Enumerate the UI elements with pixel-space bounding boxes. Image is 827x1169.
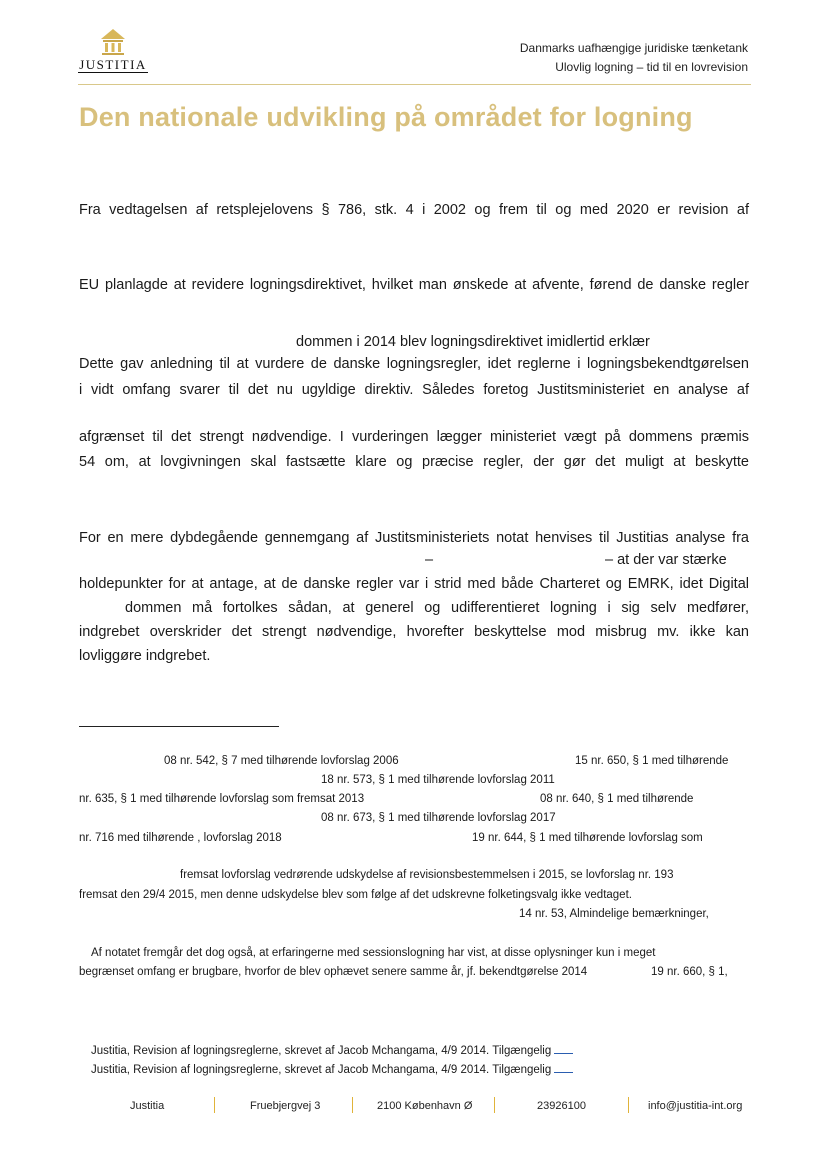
body-line: dommen må fortolkes sådan, at generel og udifferentieret logning i sig selv medfører, [125, 600, 749, 616]
footer-email[interactable]: info@justitia-int.org [648, 1100, 743, 1112]
footnote-link[interactable] [554, 1062, 573, 1073]
footnote-reference [91, 1062, 573, 1076]
footnote-text: 15 nr. 650, § 1 med tilhørende [575, 755, 729, 767]
footnote-text: 08 nr. 542, § 7 med tilhørende lovforslag 2006 [164, 755, 399, 767]
footnote-text: 19 nr. 644, § 1 med tilhørende lovforslag som [472, 832, 703, 844]
body-line: dommen i 2014 blev logningsdirektivet imidlertid erklær [296, 334, 650, 350]
footnote-divider [79, 726, 279, 727]
body-line: – at der var stærke [605, 552, 727, 568]
footnote-reference-text: Justitia, Revision af logningsreglerne, skrevet af Jacob Mchangama, 4/9 2014. Tilgængelig [91, 1045, 552, 1057]
justitia-logo [78, 28, 150, 78]
footer-separator [628, 1097, 629, 1113]
page-title: Den nationale udvikling på området for logning [79, 102, 693, 132]
header-divider [78, 84, 751, 85]
footnote-text: 14 nr. 53, Almindelige bemærkninger, [519, 908, 709, 920]
body-line: indgrebet overskrider det strengt nødvendige, hvorefter beskyttelse mod misbrug mv. ikke kan [79, 624, 749, 640]
logo-underline [78, 72, 148, 73]
body-line: Fra vedtagelsen af retsplejelovens § 786, stk. 4 i 2002 og frem til og med 2020 er revision af [79, 202, 749, 218]
footer-street: Fruebjergvej 3 [250, 1100, 321, 1112]
pillar-logo-icon [98, 28, 128, 56]
footnote-reference-text: Justitia, Revision af logningsreglerne, skrevet af Jacob Mchangama, 4/9 2014. Tilgængelig [91, 1064, 552, 1076]
footnote-text: 19 nr. 660, § 1, [651, 966, 728, 978]
footer-separator [214, 1097, 215, 1113]
footnote-text: fremsat lovforslag vedrørende udskydelse af revisionsbestemmelsen i 2015, se lovforslag nr. 193 [180, 869, 674, 881]
footnote-text: fremsat den 29/4 2015, men denne udskydelse blev som følge af det udskrevne folketingsvalg ikke vedtaget. [79, 889, 632, 901]
body-line: afgrænset til det strengt nødvendige. I vurderingen lægger ministeriet vægt på dommens præmis [79, 429, 749, 445]
logo-wordmark: JUSTITIA [79, 57, 147, 72]
footnote-text: 08 nr. 673, § 1 med tilhørende lovforslag 2017 [321, 812, 556, 824]
footnote-link[interactable] [554, 1043, 573, 1054]
footnote-text: begrænset omfang er brugbare, hvorfor de blev ophævet senere samme år, jf. bekendtgørelse 2014 [79, 966, 588, 978]
body-line: For en mere dybdegående gennemgang af Justitsministeriets notat henvises til Justitias analyse fra [79, 530, 749, 546]
footer-phone: 23926100 [537, 1100, 586, 1112]
body-line: lovliggøre indgrebet. [79, 648, 211, 664]
body-line: holdepunkter for at antage, at de danske regler var i strid med både Charteret og EMRK, idet Digital [79, 576, 749, 592]
footnote-text: Af notatet fremgår det dog også, at erfaringerne med sessionslogning har vist, at disse oplysninger kun i meget [91, 947, 656, 959]
footnote-text: 08 nr. 640, § 1 med tilhørende [540, 793, 694, 805]
doc-subtitle: Ulovlig logning – tid til en lovrevision [555, 60, 748, 74]
footer-separator [352, 1097, 353, 1113]
footnote-text: 18 nr. 573, § 1 med tilhørende lovforslag 2011 [321, 774, 555, 786]
body-line: i vidt omfang svarer til det nu ugyldige direktiv. Således foretog Justitsministeriet en analyse af [79, 382, 749, 398]
org-name: Danmarks uafhængige juridiske tænketank [519, 41, 748, 55]
footer-city: 2100 København Ø [377, 1100, 473, 1112]
body-line: 54 om, at lovgivningen skal fastsætte klare og præcise regler, der gør det muligt at beskytte [79, 454, 749, 470]
footer-separator [494, 1097, 495, 1113]
footnote-reference [91, 1043, 573, 1057]
body-line: EU planlagde at revidere logningsdirektivet, hvilket man ønskede at afvente, førend de danske regler [79, 277, 749, 293]
body-line: Dette gav anledning til at vurdere de danske logningsregler, idet reglerne i logningsbekendtgørelsen [79, 356, 749, 372]
body-dash: – [425, 552, 434, 568]
footer-name: Justitia [130, 1100, 165, 1112]
footnote-text: nr. 716 med tilhørende , lovforslag 2018 [79, 832, 282, 844]
footnote-text: nr. 635, § 1 med tilhørende lovforslag som fremsat 2013 [79, 793, 365, 805]
